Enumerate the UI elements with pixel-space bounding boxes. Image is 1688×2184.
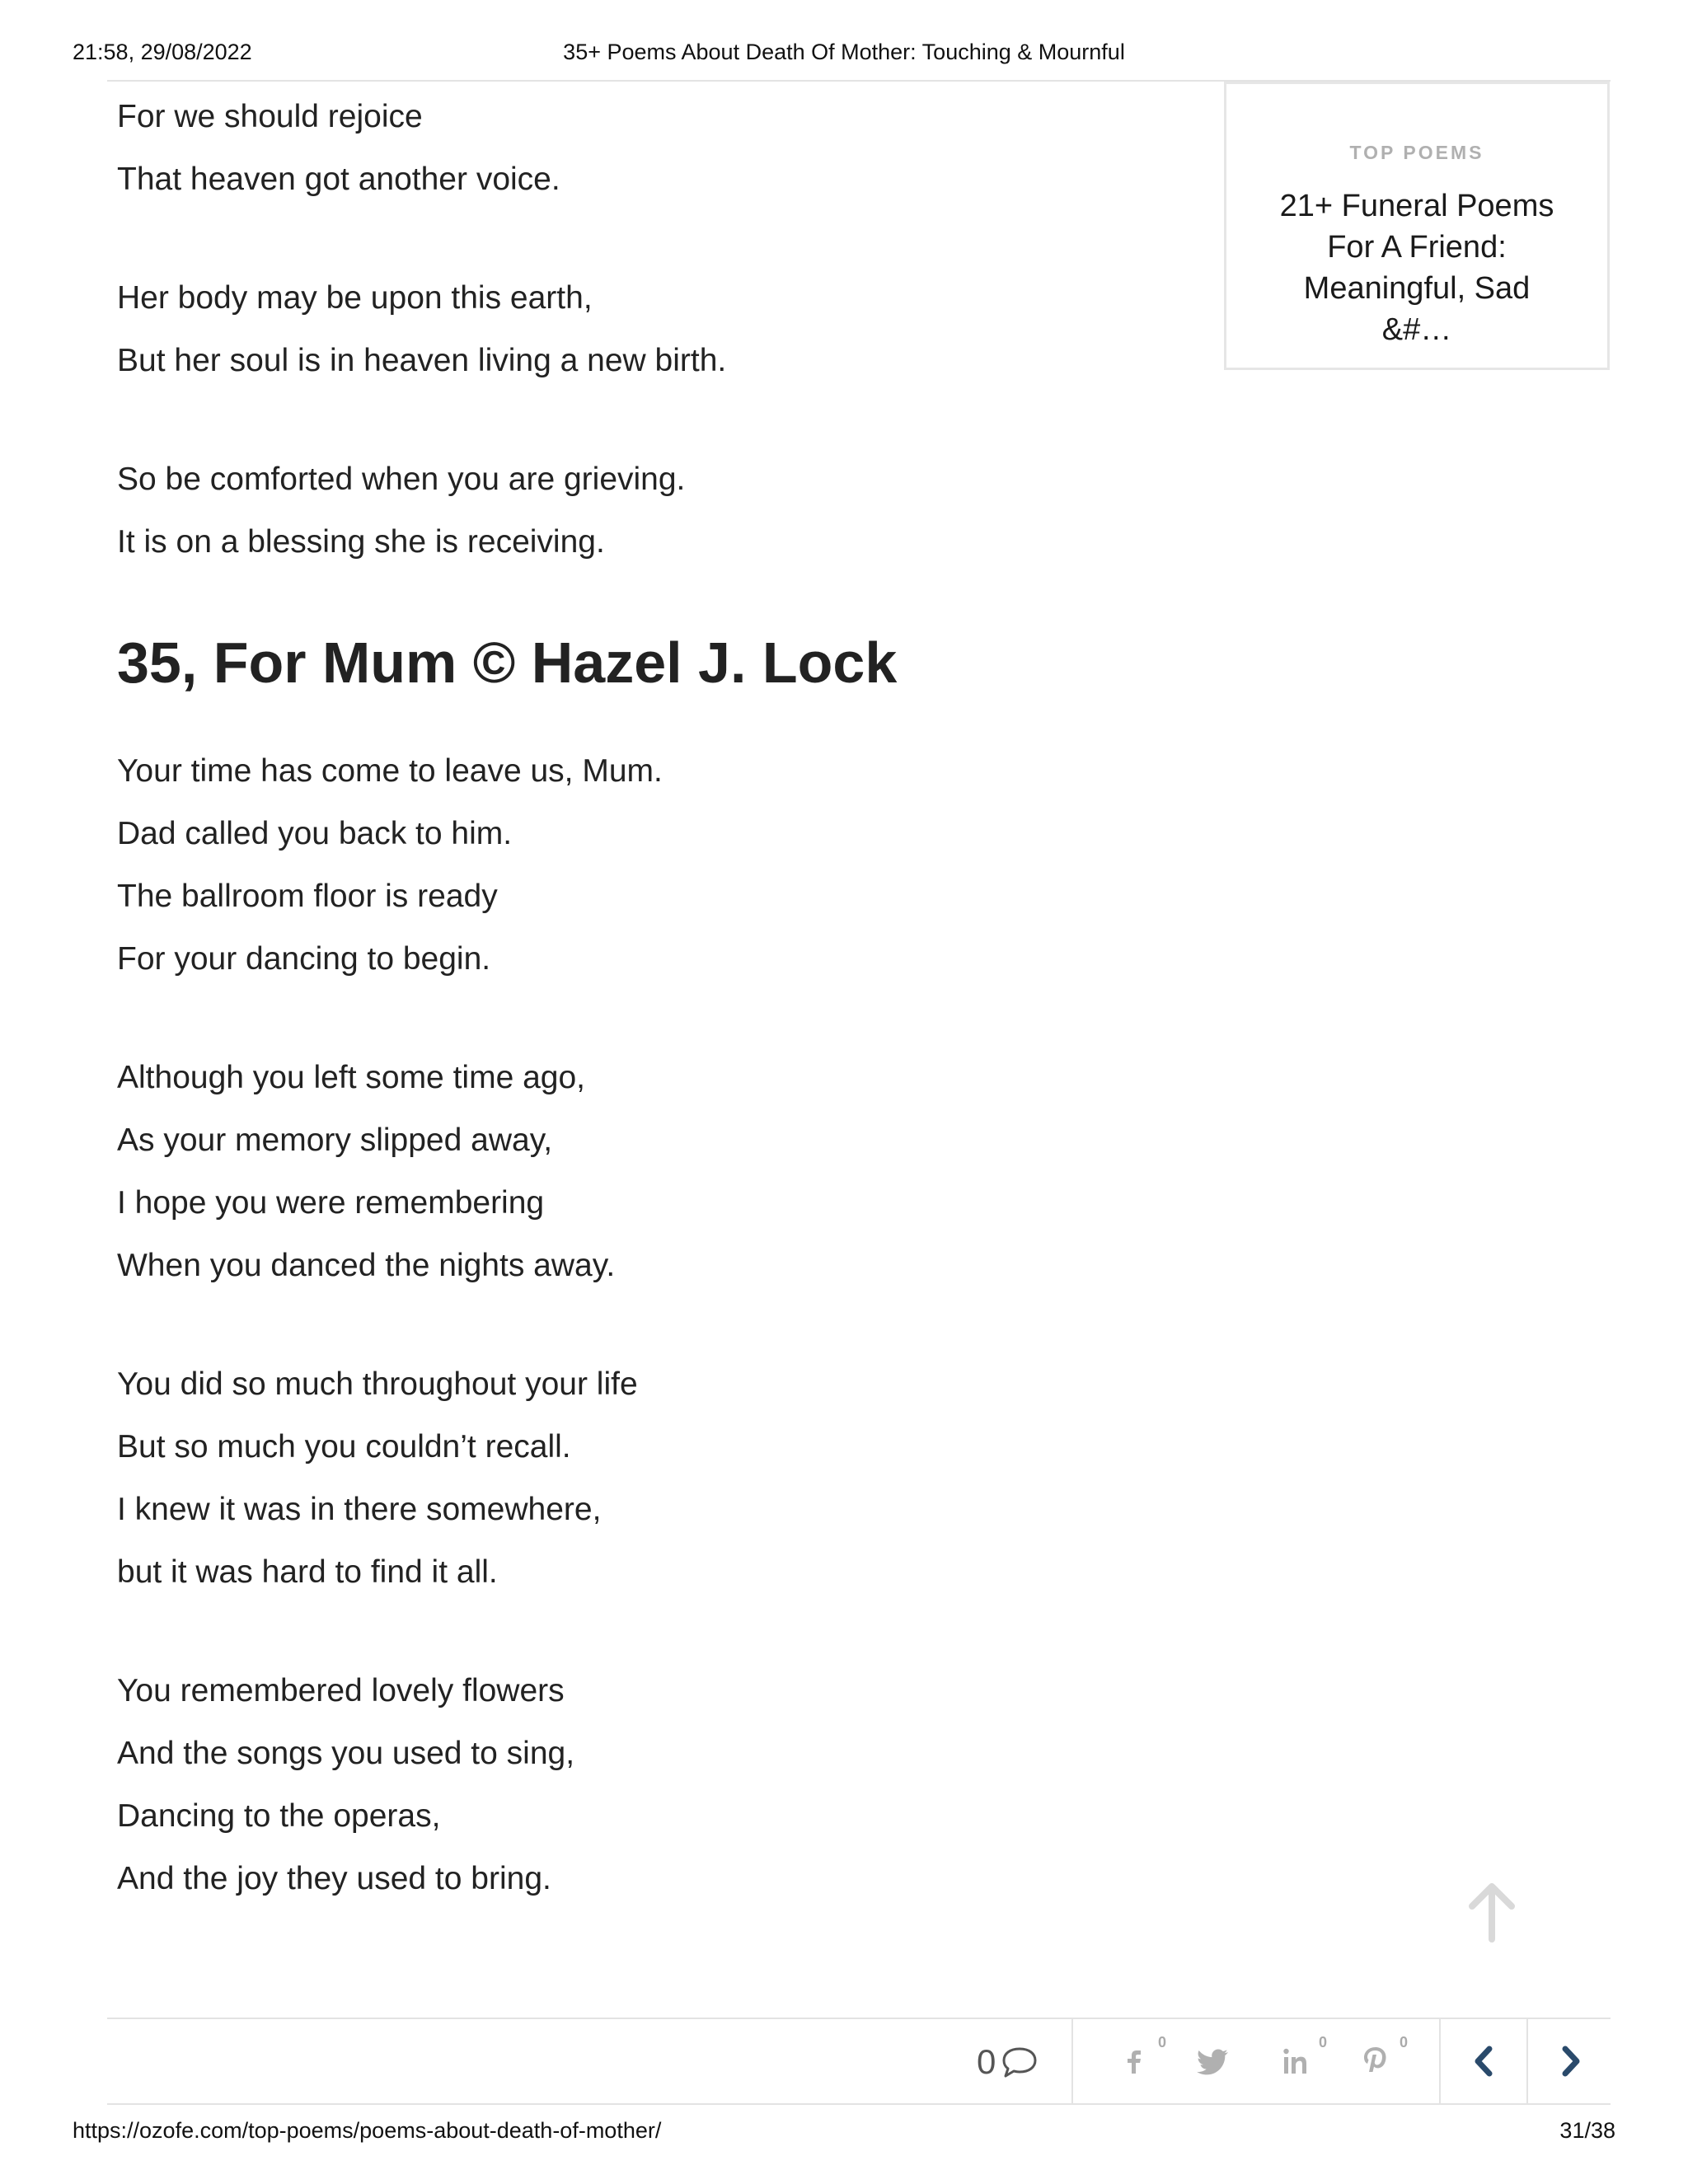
print-document-title: 35+ Poems About Death Of Mother: Touching & Mournful [563, 40, 1125, 64]
poem-line: When you danced the nights away. [117, 1248, 616, 1283]
twitter-share-button[interactable] [1197, 2042, 1246, 2083]
print-header [73, 40, 1615, 73]
poem-line: So be comforted when you are grieving. [117, 462, 686, 497]
facebook-icon [1117, 2042, 1150, 2079]
poem-line: The ballroom floor is ready [117, 879, 498, 914]
print-page-number: 31/38 [1559, 2118, 1615, 2143]
pinterest-icon [1358, 2042, 1391, 2079]
chevron-left-icon [1471, 2045, 1496, 2078]
poem-line: As your memory slipped away, [117, 1122, 553, 1158]
pinterest-count: 0 [1399, 2034, 1408, 2050]
poem-line: For we should rejoice [117, 99, 423, 134]
pinterest-share-button[interactable] [1358, 2034, 1408, 2083]
poem-line: I knew it was in there somewhere, [117, 1492, 602, 1527]
poem-line: And the songs you used to sing, [117, 1736, 575, 1771]
article-content [117, 86, 1189, 1966]
comment-count: 0 [977, 2042, 996, 2081]
linkedin-share-button[interactable] [1278, 2034, 1327, 2083]
top-poem-link[interactable]: 21+ Funeral Poems For A Friend: Meaningful, Sad &#… [1279, 189, 1554, 347]
top-poems-label: TOP POEMS [1349, 142, 1484, 163]
linkedin-icon [1278, 2042, 1311, 2079]
facebook-share-button[interactable] [1117, 2034, 1166, 2083]
poem-stanza [117, 1353, 1189, 1604]
poem-stanza [117, 1660, 1189, 1910]
print-timestamp: 21:58, 29/08/2022 [73, 40, 252, 64]
print-url: https://ozofe.com/top-poems/poems-about-death-of-mother/ [73, 2118, 662, 2143]
poem-line: Although you left some time ago, [117, 1060, 585, 1095]
poem-line: But so much you couldn’t recall. [117, 1429, 571, 1465]
poem-stanza [117, 1047, 1189, 1297]
poem-heading: 35, For Mum © Hazel J. Lock [117, 630, 898, 695]
poem-line: For your dancing to begin. [117, 941, 491, 977]
twitter-icon [1197, 2042, 1233, 2079]
poem-stanza [117, 448, 1189, 574]
arrow-up-icon [1465, 1882, 1518, 1943]
poem-stanza [117, 267, 1189, 392]
poem-line: You did so much throughout your life [117, 1366, 638, 1402]
back-to-top-button[interactable] [1465, 1882, 1518, 1943]
poem-line: Dancing to the operas, [117, 1798, 441, 1834]
poem-line: You remembered lovely flowers [117, 1673, 565, 1708]
divider [1071, 2019, 1073, 2103]
poem-line: I hope you were remembering [117, 1185, 545, 1221]
top-poems-widget [1224, 82, 1610, 370]
next-post-button[interactable] [1528, 2019, 1614, 2103]
poem-line: That heaven got another voice. [117, 162, 560, 197]
speech-bubble-icon [1001, 2046, 1039, 2079]
facebook-count: 0 [1157, 2034, 1166, 2050]
comments-button[interactable] [977, 2037, 1039, 2087]
poem-line: It is on a blessing she is receiving. [117, 524, 605, 560]
previous-post-button[interactable] [1441, 2019, 1526, 2103]
poem-line: Your time has come to leave us, Mum. [117, 753, 663, 789]
poem-line: Her body may be upon this earth, [117, 280, 593, 316]
poem-stanza [117, 740, 1189, 991]
poem-line: And the joy they used to bring. [117, 1861, 551, 1896]
linkedin-count: 0 [1318, 2034, 1327, 2050]
poem-line: But her soul is in heaven living a new birth. [117, 343, 727, 378]
poem-stanza [117, 86, 1189, 211]
poem-line: Dad called you back to him. [117, 816, 513, 851]
poem-line: but it was hard to find it all. [117, 1554, 498, 1590]
chevron-right-icon [1559, 2045, 1583, 2078]
share-bar [107, 2019, 1611, 2105]
